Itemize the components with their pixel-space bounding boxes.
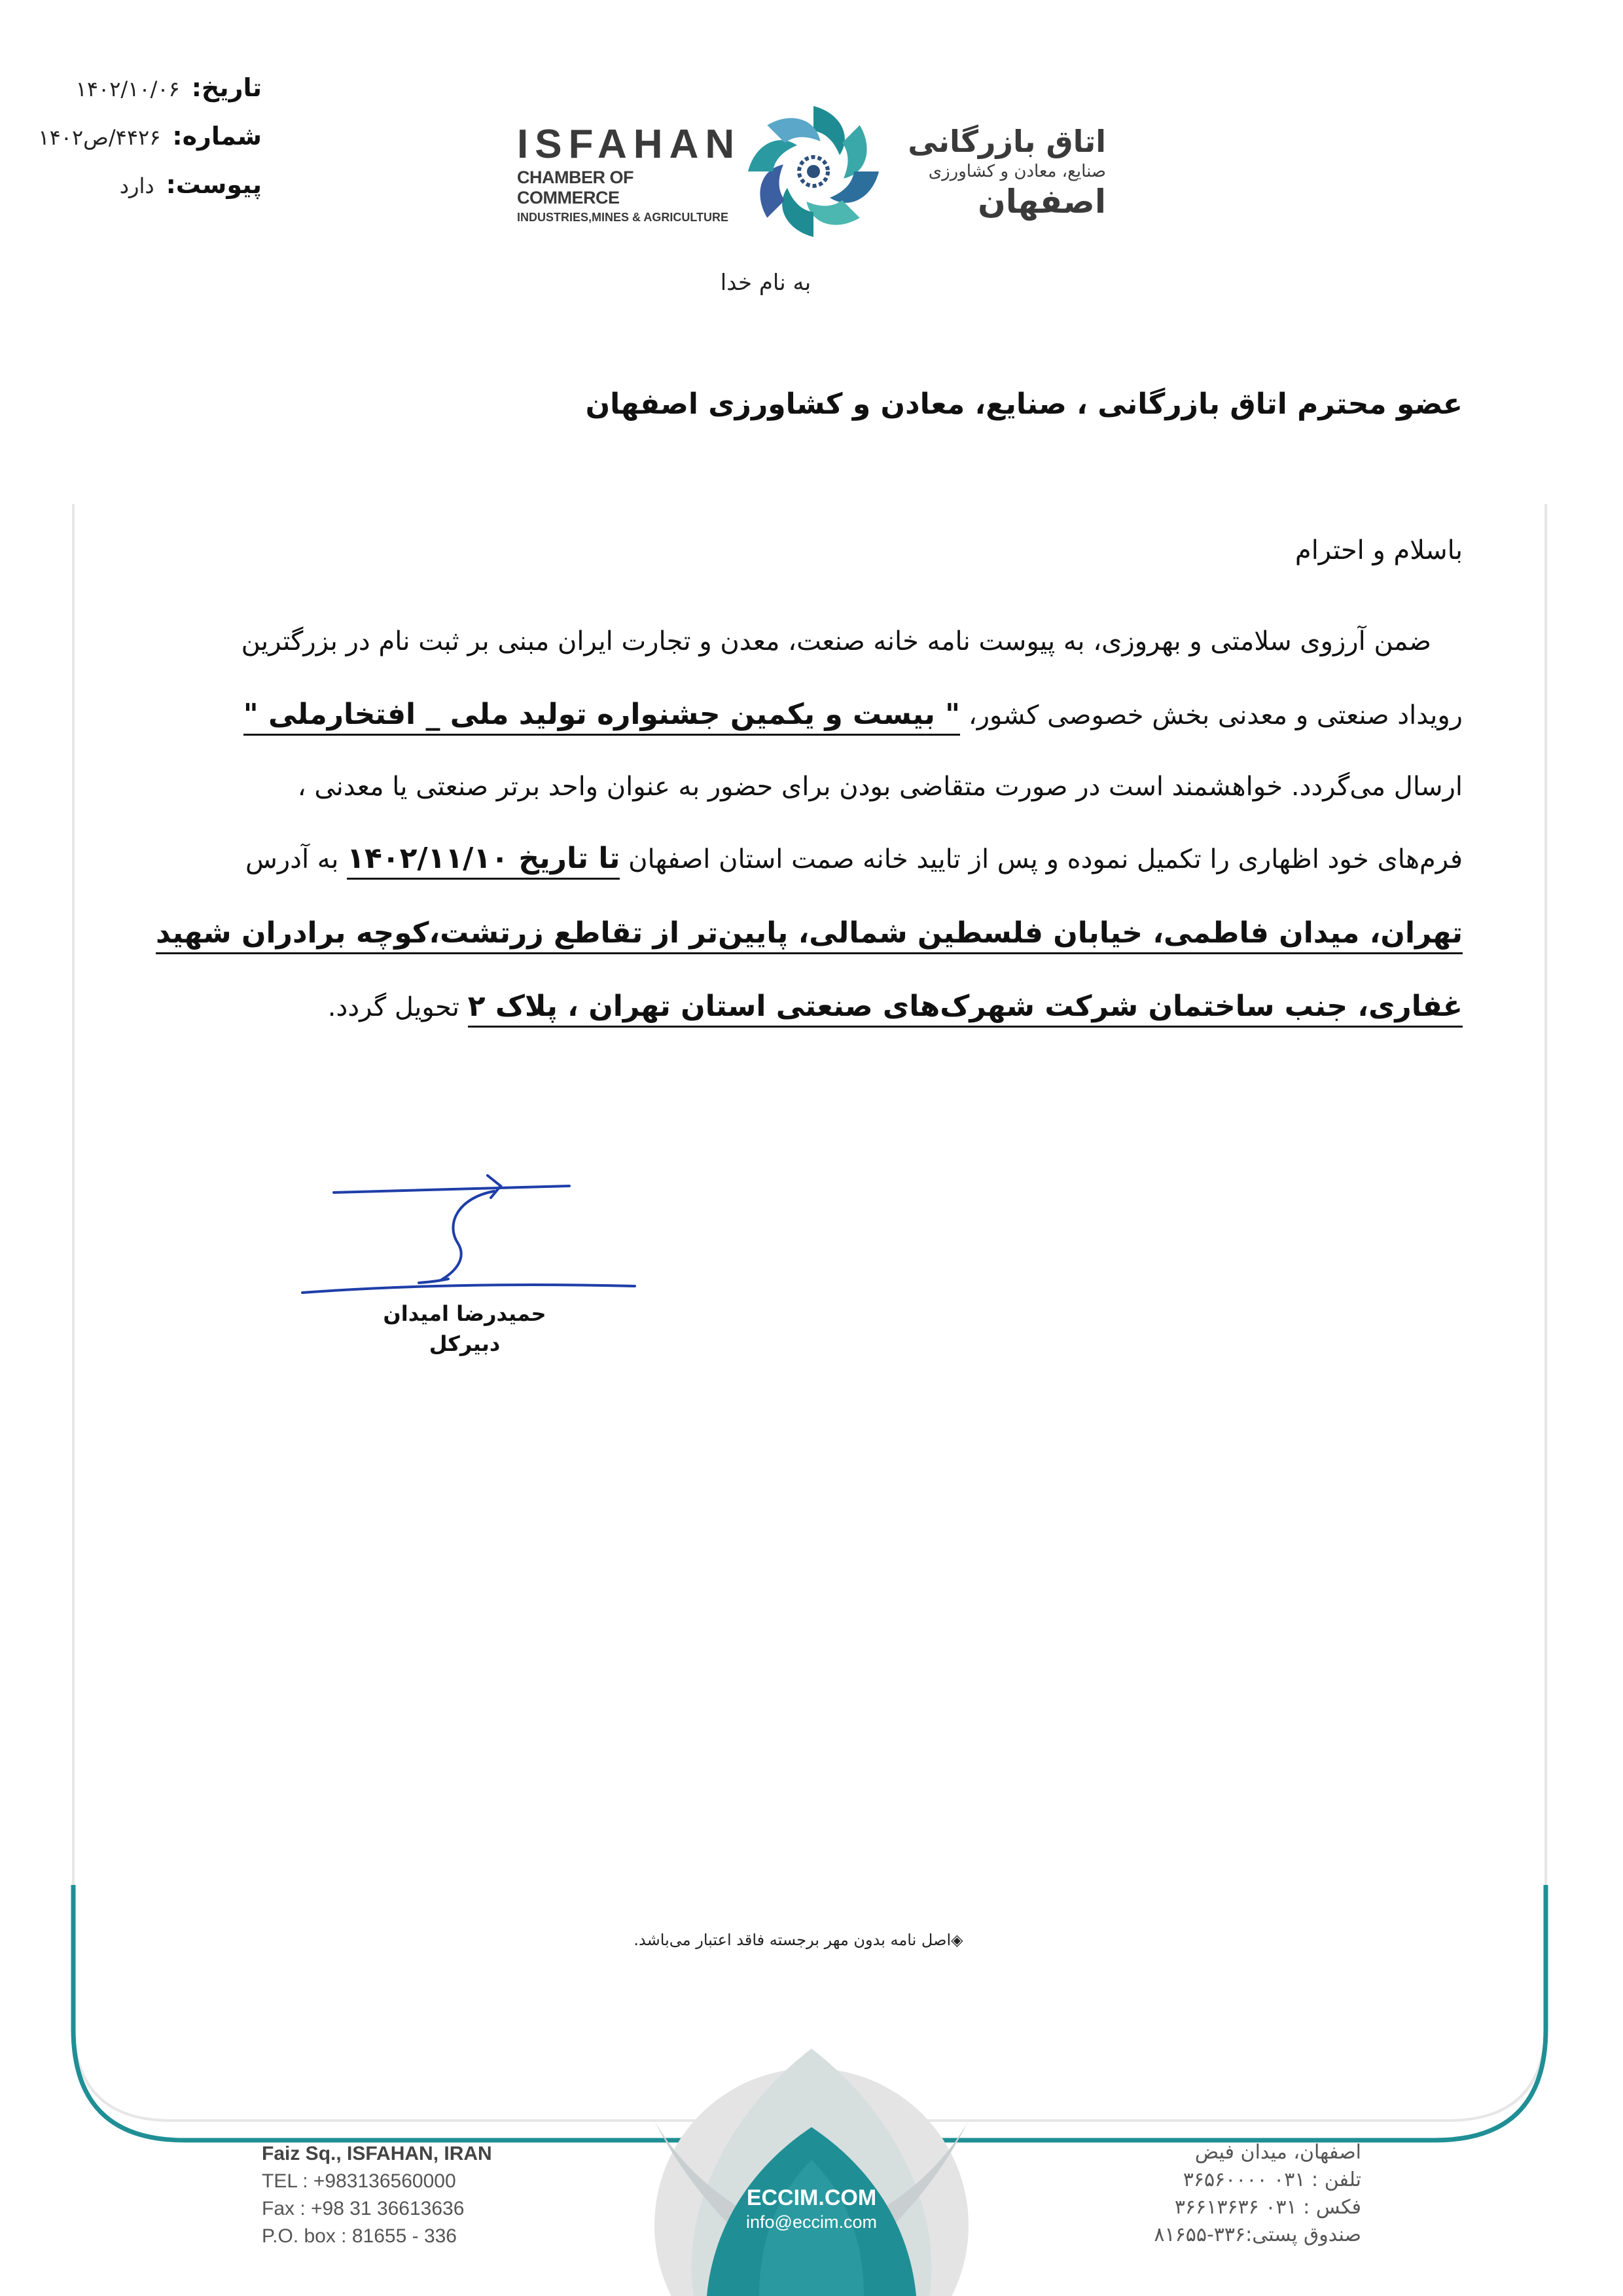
- chamber-logo-icon: [738, 99, 889, 243]
- logo-fa-line3: اصفهان: [978, 183, 1106, 221]
- handwritten-signature: [294, 1152, 661, 1316]
- body-line-4-tail: به آدرس: [245, 844, 339, 874]
- festival-title: " بیست و یکمین جشنواره تولید ملی _ افتخارملی ": [243, 698, 960, 736]
- body-line-2: [154, 695, 1463, 735]
- footer-en-fax: Fax : +98 31 36613636: [262, 2198, 465, 2219]
- body-line-5: [154, 914, 1463, 954]
- footer-website: [713, 2185, 910, 2233]
- delivery-address-1: تهران، میدان فاطمی، خیابان فلسطین شمالی، پایین‌تر از تقاطع زرتشت،کوچه برادران شهید: [156, 916, 1463, 954]
- footer-english: [262, 2140, 537, 2250]
- meta-date-label: تاریخ:: [191, 73, 262, 102]
- footer-en-pobox: P.O. box : 81655 - 336: [262, 2225, 457, 2247]
- logo-persian: [890, 123, 1106, 220]
- body-line-4: [154, 839, 1463, 879]
- footer-email[interactable]: info@eccim.com: [746, 2212, 877, 2232]
- letter-meta: [26, 73, 262, 219]
- signatory-title: دبیرکل: [429, 1331, 501, 1356]
- body-line-6: [154, 987, 1463, 1027]
- basmala: به نام خدا: [720, 270, 812, 296]
- signatory: [366, 1299, 563, 1359]
- footer-petals: [654, 2049, 969, 2296]
- logo-en-name: ISFAHAN: [517, 122, 741, 167]
- body-line-3: [154, 767, 1463, 806]
- meta-attachment-label: پیوست:: [166, 170, 262, 199]
- meta-attachment-row: [26, 170, 262, 219]
- footer-fa-tel: تلفن : ۰۳۱ ۳۶۵۶۰۰۰۰: [1183, 2168, 1361, 2191]
- footer-website-url[interactable]: ECCIM.COM: [746, 2185, 877, 2210]
- greeting: باسلام و احترام: [1294, 535, 1463, 565]
- logo-en-line3: INDUSTRIES,MINES & AGRICULTURE: [517, 211, 729, 224]
- footer-fa-fax: فکس : ۰۳۱ ۳۶۶۱۳۶۳۶: [1174, 2196, 1361, 2219]
- footer-persian: [1034, 2139, 1361, 2249]
- body-line-1: [154, 622, 1463, 661]
- signatory-name: حمیدرضا امیدان: [383, 1301, 546, 1326]
- recipient-line: عضو محترم اتاق بازرگانی ، صنایع، معادن و کشاورزی اصفهان: [585, 387, 1463, 421]
- body-line-4-text: فرم‌های خود اظهاری را تکمیل نموده و پس از تایید خانه صمت استان اصفهان: [628, 844, 1463, 874]
- delivery-address-2: غفاری، جنب ساختمان شرکت شهرک‌های صنعتی استان تهران ، پلاک ۲: [468, 990, 1463, 1028]
- meta-number-value: ۴۴۲۶/ص۱۴۰۲: [38, 125, 161, 150]
- meta-number-label: شماره:: [172, 122, 262, 151]
- meta-date-row: [26, 73, 262, 122]
- logo-en-line2: CHAMBER OF COMMERCE: [517, 168, 633, 207]
- logo-fa-line1: اتاق بازرگانی: [908, 124, 1106, 159]
- disclaimer: ◈اصل نامه بدون مهر برجسته فاقد اعتبار می‌باشد.: [633, 1931, 963, 1949]
- footer-en-address: Faiz Sq., ISFAHAN, IRAN: [262, 2143, 492, 2164]
- meta-number-row: [26, 122, 262, 170]
- body-line-1-text: ضمن آرزوی سلامتی و بهروزی، به پیوست نامه خانه صنعت، معدن و تجارت ایران مبنی بر ثبت نام در بزرگترین: [241, 626, 1431, 656]
- footer-fa-pobox: صندوق پستی:۳۳۶-۸۱۶۵۵: [1154, 2223, 1361, 2246]
- meta-date-value: ۱۴۰۲/۱۰/۰۶: [75, 77, 180, 101]
- meta-attachment-value: دارد: [119, 173, 154, 198]
- body-line-3-text: ارسال می‌گردد. خواهشمند است در صورت متقاضی بودن برای حضور به عنوان واحد برتر صنعتی یا معدنی ،: [297, 772, 1463, 802]
- deadline-date: تا تاریخ ۱۴۰۲/۱۱/۱۰: [347, 842, 620, 880]
- body-line-2-text: رویداد صنعتی و معدنی بخش خصوصی کشور،: [968, 700, 1463, 730]
- footer-en-tel: TEL : +983136560000: [262, 2170, 456, 2192]
- footer-fa-address: اصفهان، میدان فیض: [1194, 2141, 1361, 2164]
- logo-english: [517, 124, 740, 224]
- body-line-6-tail: تحویل گردد.: [327, 992, 459, 1022]
- logo-fa-line2: صنایع، معادن و کشاورزی: [928, 162, 1106, 181]
